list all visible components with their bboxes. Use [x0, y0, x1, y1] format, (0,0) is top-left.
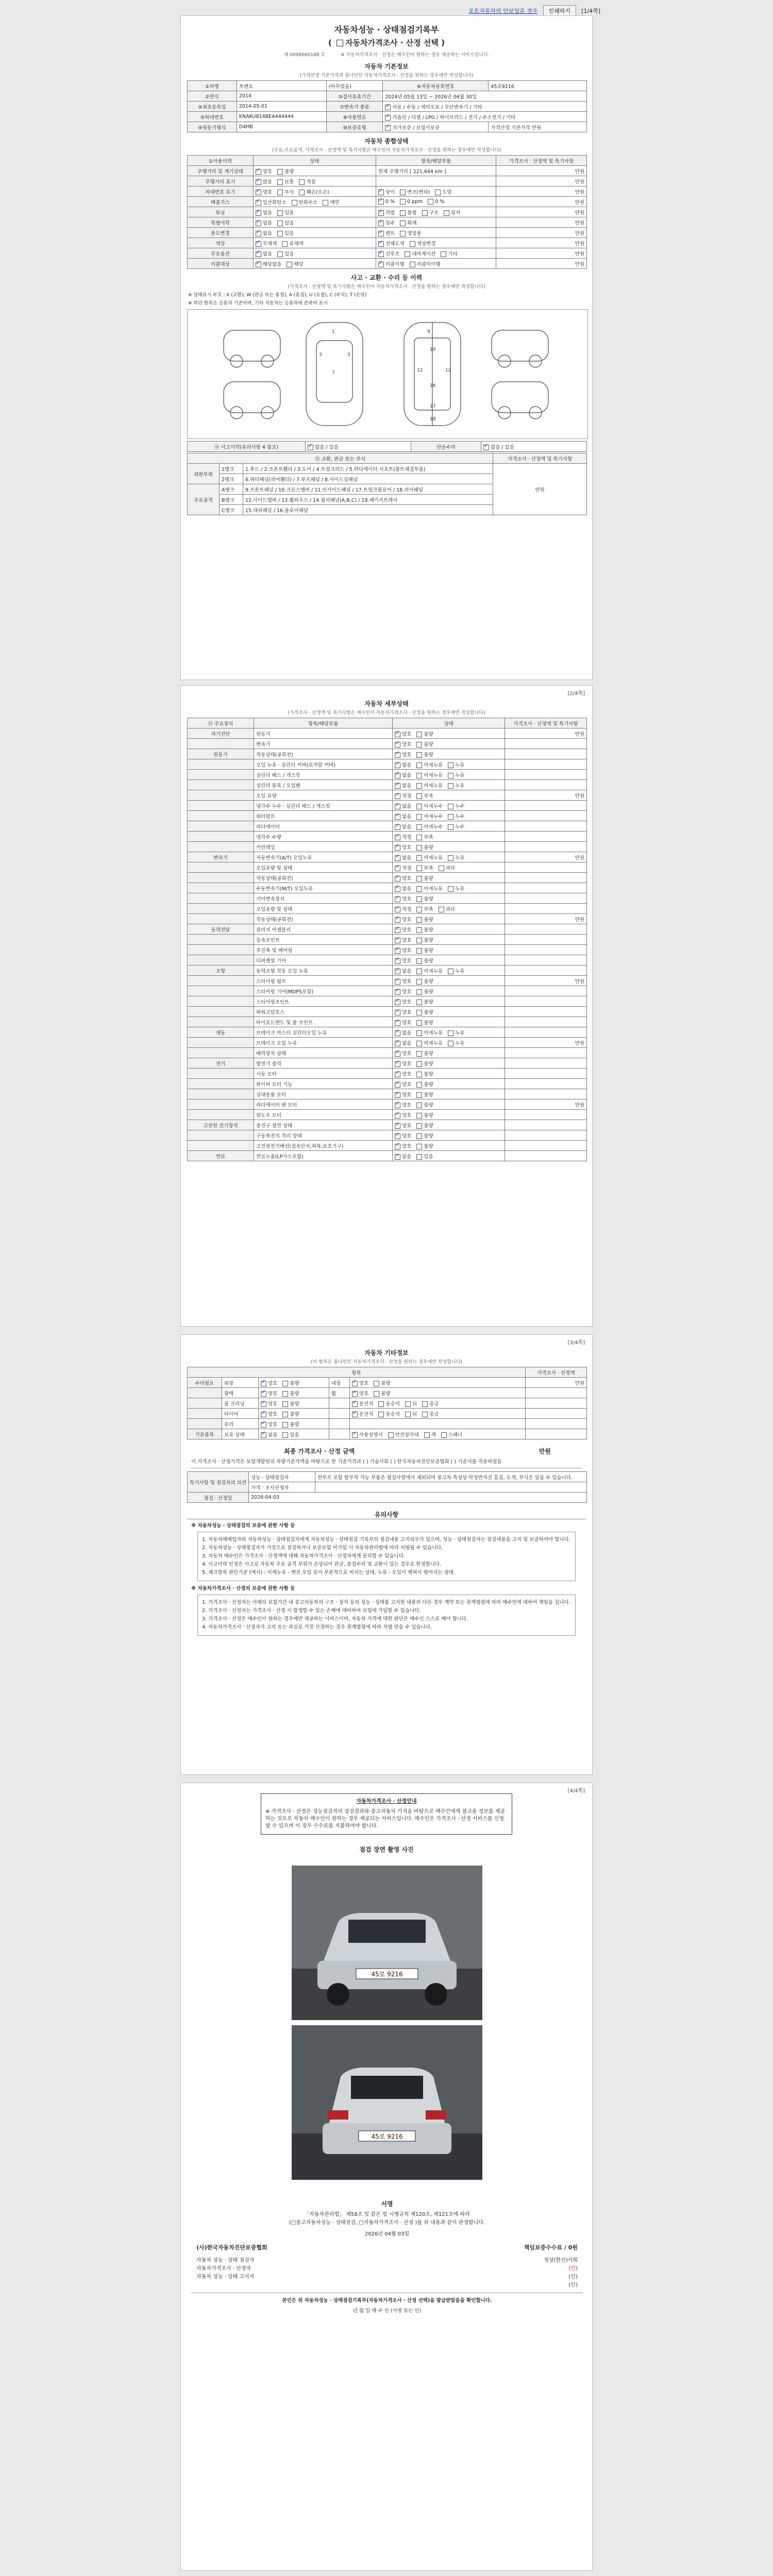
table-row: 동력전달 클러치 어셈블리 ✓ 양호 불량 — [188, 924, 587, 935]
checkbox[interactable] — [256, 241, 261, 247]
checkbox[interactable] — [256, 262, 261, 267]
table-row: 용도변경 ✓ 없음 있음 ✓ 렌트 영업용 만원 — [188, 228, 587, 238]
checkbox[interactable] — [378, 1412, 384, 1417]
other-heading: 자동차 기타정보 — [364, 1349, 409, 1357]
checkbox[interactable] — [256, 200, 261, 206]
checkbox[interactable] — [416, 835, 422, 840]
checkbox[interactable] — [261, 1422, 266, 1428]
table-row: 배력장치 상태 ✓ 양호 불량 — [188, 1048, 587, 1058]
checkbox[interactable] — [395, 969, 400, 974]
table-row: 오일 누유 · 실린더 커버(로커암 커버) ✓ 없음 미세누유 누유 — [188, 759, 587, 770]
plate-text: 45로 9216 — [371, 1971, 403, 1978]
checkbox[interactable] — [439, 907, 444, 912]
document-title: 자동차성능 · 상태점검기록부 — [334, 25, 439, 35]
status-heading: 자동차 종합상태 — [364, 138, 409, 145]
checkbox[interactable] — [416, 1030, 422, 1036]
checkbox[interactable] — [385, 125, 391, 131]
checkbox[interactable] — [416, 927, 422, 933]
table-row: 작동상태(공회전) ✓ 양호 불량 만원 — [188, 914, 587, 924]
checkbox[interactable] — [292, 200, 297, 206]
checkbox[interactable] — [277, 231, 283, 236]
checkbox[interactable] — [410, 241, 415, 247]
svg-text:9: 9 — [427, 329, 430, 334]
checkbox[interactable] — [416, 1061, 422, 1067]
checkbox[interactable] — [282, 241, 288, 247]
table-row: 스티어링조인트 ✓ 양호 불량 — [188, 996, 587, 1007]
checkbox[interactable] — [395, 1082, 400, 1088]
checkbox[interactable] — [416, 1113, 422, 1118]
checkbox[interactable] — [448, 773, 453, 778]
checkbox-icon — [337, 40, 343, 46]
checkbox[interactable] — [416, 948, 422, 954]
checkbox[interactable] — [261, 1381, 266, 1386]
checkbox[interactable] — [395, 938, 400, 943]
checkbox[interactable] — [416, 938, 422, 943]
table-row: 수리필요 외장 ✓ 양호 불량 내장 ✓ 양호 불량 만원 — [188, 1378, 587, 1388]
accident-heading: 사고 · 교환 · 수리 등 이력 — [350, 274, 423, 281]
checkbox[interactable] — [416, 866, 422, 871]
checkbox[interactable] — [395, 1092, 400, 1098]
checkbox[interactable] — [323, 200, 328, 206]
table-row: 실내송풍 모터 ✓ 양호 불량 — [188, 1089, 587, 1099]
checkbox[interactable] — [448, 762, 453, 768]
checkbox[interactable] — [277, 190, 283, 195]
notes-heading: 유의사항 — [187, 1510, 586, 1519]
checkbox[interactable] — [282, 1381, 288, 1386]
checkbox[interactable] — [400, 231, 406, 236]
checkbox[interactable] — [483, 445, 489, 450]
checkbox[interactable] — [416, 876, 422, 882]
svg-text:3: 3 — [347, 352, 350, 358]
table-row: 냉각수 수량 ✓ 적정 부족 — [188, 832, 587, 842]
checkbox[interactable] — [395, 742, 400, 748]
checkbox[interactable] — [395, 1144, 400, 1149]
table-row: 등속조인트 ✓ 양호 불량 — [188, 935, 587, 945]
checkbox[interactable] — [299, 179, 305, 185]
table-row: 배출가스 ✓ 일산화탄소 탄화수소 매연 ✓ 0 % 0 ppm 0 % 만원 — [188, 197, 587, 207]
checkbox[interactable] — [395, 866, 400, 871]
checkbox[interactable] — [395, 989, 400, 995]
checkbox[interactable] — [395, 824, 400, 830]
checkbox[interactable] — [416, 1010, 422, 1015]
checkbox[interactable] — [416, 1144, 422, 1149]
checkbox[interactable] — [400, 199, 406, 205]
checkbox[interactable] — [439, 866, 444, 871]
checkbox[interactable] — [378, 251, 384, 257]
checkbox[interactable] — [378, 210, 384, 216]
table-row: 광택 ✓ 양호 불량 휠 ✓ 양호 불량 — [188, 1388, 587, 1398]
price-unit: 만원 — [539, 1448, 551, 1455]
table-row: 튜닝 ✓ 없음 있음 ✓ 적법 불법 구조 장치 만원 — [188, 207, 587, 217]
table-row: 작동상태(공회전) ✓ 양호 불량 — [188, 873, 587, 883]
checkbox[interactable] — [352, 1401, 358, 1407]
opinion-table: 특기사항 및 점검자의 의견 성능 · 상태점검자 썬루프 포함 탈부착 가능 부품은 점검사양에서 제외되며 중고차 특성상 탁성반자진 흠집, 도색, 부식은 있을 수 있습니다. 가격 · 조사산정자 점검 · 산정일 2026-04-03 — [187, 1471, 587, 1503]
svg-text:12: 12 — [417, 368, 423, 373]
checkbox[interactable] — [395, 855, 400, 861]
basic-info-note: (가격산정 기준가격과 품나인인 자동차가격조사 · 산정을 원하는 경우에만 작성합니다) — [299, 73, 474, 78]
checkbox[interactable] — [416, 783, 422, 789]
checkbox[interactable] — [416, 979, 422, 985]
table-row: 연료 연료누출(LP가스포함) ✓ 없음 있음 — [188, 1151, 587, 1161]
other-table: 항목 가격조사 · 산정액 수리필요 외장 ✓ 양호 불량 내장 ✓ 양호 불량 만원 광택 ✓ 양호 불량 휠 ✓ 양호 불량 룸 크리닝 ✓ 양호 불량 ✓ 운전석 동승석 뒤 응급 타이어 ✓ 양호 불량 ✓ 운전석 동승석 뒤 응급 유리 ✓ 양호 불량 기본품목 보유 상태 ✓ 없음 있음 ✓ 사용설명서 안전삼각대 잭 스패너 — [187, 1367, 587, 1439]
checkbox[interactable] — [416, 1082, 422, 1088]
sign-heading: 서명 — [381, 2200, 393, 2208]
checkbox[interactable] — [256, 179, 261, 185]
checkbox[interactable] — [448, 1030, 453, 1036]
table-row: 실린더 블록 / 오일팬 ✓ 없음 미세누유 누유 — [188, 780, 587, 790]
table-row: 기본품목 보유 상태 ✓ 없음 있음 ✓ 사용설명서 안전삼각대 잭 스패너 — [188, 1429, 587, 1439]
checkbox[interactable] — [277, 179, 283, 185]
table-row: 유리 ✓ 양호 불량 — [188, 1419, 587, 1429]
accident-table: ⑪ 사고이력(유의사항 4 참조) ✓ 없음 / 있음 단순수리 ✓ 없음 / 있음 — [187, 441, 587, 452]
parts-table: ⑫ 교환, 판금 또는 부식 가격조사 · 산정액 및 특기사항 외판부위 1랭크 1.후드 / 2.프론트휀더 / 3.도어 / 4.트렁크리드 / 5.라디에이터 서포트(볼트체결부품) 만원 2랭크 6.쿼터패널(리어휀더) / 7.루프패널 / 8.사이드실패널 주요골격 A랭크 9.프론트패널 / 10.크로스멤버 / 11.인사이드패널 / 17.트렁크플로어 / 18.리어패널 B랭크 12.사이드멤버 / 13.휠하우스 / 14.필러패널(A,B,C) / 19.패키지트레이 C랭크 15.대쉬패널 / 16.플로어패널 — [187, 453, 587, 515]
table-row: 전기 발전기 출력 ✓ 양호 불량 — [188, 1058, 587, 1069]
document-subtitle: ( 자동차가격조사 · 산정 선택 ) — [328, 38, 445, 47]
table-row: 변속기 자동변속기(A/T) 오일누유 ✓ 없음 미세누유 누유 만원 — [188, 852, 587, 862]
checkbox[interactable] — [448, 1041, 453, 1046]
accident-note: (가격조사 · 산정액 및 특기사항은 매수인이 자동차가격조사 · 산정을 원하는 경우에만 작성합니다) — [288, 284, 485, 290]
car-diagram — [187, 309, 588, 439]
table-row: 색상 ✓ 무채색 유채색 ✓ 전체도색 색상변경 만원 — [188, 238, 587, 248]
checkbox[interactable] — [400, 221, 406, 226]
checkbox[interactable] — [395, 1030, 400, 1036]
checkbox[interactable] — [395, 948, 400, 954]
checkbox[interactable] — [416, 1103, 422, 1108]
checkbox[interactable] — [441, 251, 446, 257]
checkbox[interactable] — [416, 742, 422, 748]
checkbox[interactable] — [395, 793, 400, 799]
checkbox[interactable] — [256, 169, 261, 175]
checkbox[interactable] — [448, 855, 453, 861]
checkbox[interactable] — [282, 1432, 288, 1438]
checkbox[interactable] — [416, 886, 422, 892]
checkbox[interactable] — [395, 773, 400, 778]
table-row: 냉각수 누수 · 실린더 헤드 / 개스킷 ✓ 없음 미세누수 누수 — [188, 801, 587, 811]
table-row: 추진축 및 베어링 ✓ 양호 불량 — [188, 945, 587, 955]
checkbox[interactable] — [395, 1113, 400, 1118]
detail-note: (가격조사 · 산정액 및 특기사항은 매수인이 자동차가격조사 · 산정을 원하는 경우에만 작성합니다) — [288, 710, 485, 716]
checkbox[interactable] — [395, 896, 400, 902]
checkbox[interactable] — [395, 927, 400, 933]
checkbox[interactable] — [416, 762, 422, 768]
checkbox[interactable] — [416, 1072, 422, 1077]
checkbox[interactable] — [282, 1401, 288, 1407]
checkbox[interactable] — [416, 1020, 422, 1026]
checkbox[interactable] — [416, 1123, 422, 1129]
table-row: 고전원 전기장치 충전구 절연 상태 ✓ 양호 불량 — [188, 1120, 587, 1130]
notes-block: ※ 자동차성능 · 상태점검의 보증에 관한 사항 등 1. 자동차매매업자와 자동차성능 · 상태점검자에게 자동차성능 · 상태점검 기록부의 점검내용 고지의무가 있으며, 성능 · 상태점검자는 점검내용을 고지 및 보증하여야 합니다. 2. 자동차성능 · 상태점검자가 거짓으로 점검하거나 보증보험 미가입 시 자동차관리법에 따라 처벌될 수 있습니다. 3. 자동차 매수인은 가격조사 · 산정액에 대해 자동차가격조사 · 산정자에게 문의할 수 있습니다. 4. 사고이력 인정은 사고로 자동차 주요 골격 부위가 손상되어 판금, 용접수리 및 교환이 있는 경우로 한정합니다. 5. 체크항목 판단기준 (예시) : 미세누유 - 엔진 오일 등이 부분적으로 비치는 상태, 누유 - 오일이 맺혀서 떨어지는 상태. ※ 자동차가격조사 · 산정의 보증에 관한 사항 등 1. 가격조사 · 산정자는 아래의 보험기간 내 중고자동차의 구조 · 장치 등의 성능 · 상태를 고지한 내용과 다른 경우 계약 또는 관계법령에 따라 매수인에 대하여 책임을 집니다. 2. 가격조사 · 산정자는 가격조사 · 산정 시 발생할 수 있는 손해에 대비하여 보험에 가입할 수 있습니다. 3. 가격조사 · 산정은 매수인이 원하는 경우에만 제공하는 서비스이며, 자동차 가격에 대한 판단은 매수인 스스로 해야 합니다. 4. 자동차가격조사 · 산정자가 고의 또는 과실로 거짓 산정하는 경우 관계법령에 따라 처벌 받을 수 있습니다. — [191, 1522, 582, 1636]
status-table: ①사용이력 상태 항목/해당부품 가격조사 · 산정액 및 특기사항 주행거리 및 계기상태 ✓ 양호 불량 현재 주행거리 [ 221,644 km ] 만원 주행거리 표시 ✓ 많음 보통 적음 만원 차대번호 표기 ✓ 양호 부식 훼손(오손) ✓ 상이 변조(변타) 도말 만원 배출가스 ✓ 일산화탄소 탄화수소 매연 ✓ 0 % 0 ppm 0 % 만원 튜닝 ✓ 없음 있음 ✓ 적법 불법 구조 장치 만원 특별이력 ✓ 없음 있음 ✓ 침수 화재 만원 용도변경 ✓ 없음 있음 ✓ 렌트 영업용 만원 색상 ✓ 무채색 유채색 ✓ 전체도색 색상변경 만원 주요옵션 ✓ 없음 있음 ✓ 선루프 네비게이션 기타 만원 리콜대상 ✓ 해당없음 해당 ✓ 리콜이행 리콜미이행 만원 — [187, 155, 587, 269]
checkbox[interactable] — [448, 783, 453, 789]
table-row: 오일 유량 ✓ 적정 부족 만원 — [188, 790, 587, 801]
price-summary-heading: 최종 가격조사 · 산정 금액 — [284, 1448, 355, 1455]
help-link[interactable]: 포토자동차의 안보입을 경우 — [468, 8, 538, 14]
checkbox[interactable] — [416, 1041, 422, 1046]
checkbox[interactable] — [395, 876, 400, 882]
checkbox[interactable] — [448, 969, 453, 974]
table-row: 스티어링 기어(MDPS포함) ✓ 양호 불량 — [188, 986, 587, 996]
checkbox[interactable] — [416, 855, 422, 861]
accident-legend-2: ※ 하단 항목은 승용차 기준이며, 기타 자동차는 승용차에 준하여 표시 — [188, 301, 328, 306]
checkbox[interactable] — [395, 1133, 400, 1139]
checkbox[interactable] — [256, 210, 261, 216]
page-number: [4/4쪽] — [567, 1788, 585, 1794]
checkbox[interactable] — [287, 262, 292, 267]
org-name: (사)한국자동차진단보증협회 — [196, 2244, 267, 2251]
inspection-photo-front — [292, 1866, 482, 2020]
checkbox[interactable] — [444, 210, 449, 216]
table-row: 실린더 헤드 / 개스킷 ✓ 없음 미세누유 누유 — [188, 770, 587, 780]
checkbox[interactable] — [256, 190, 261, 195]
checkbox[interactable] — [378, 221, 384, 226]
svg-text:18: 18 — [430, 417, 436, 422]
page-number: [3/4쪽] — [567, 1340, 585, 1346]
checkbox[interactable] — [416, 752, 422, 758]
checkbox[interactable] — [395, 979, 400, 985]
checkbox[interactable] — [395, 804, 400, 809]
table-row: 자기진단 원동기 ✓ 양호 불량 만원 — [188, 728, 587, 739]
checkbox[interactable] — [405, 1401, 411, 1407]
checkbox[interactable] — [395, 1072, 400, 1077]
checkbox[interactable] — [424, 1432, 430, 1438]
checkbox[interactable] — [385, 105, 391, 110]
checkbox[interactable] — [395, 1103, 400, 1108]
checkbox[interactable] — [395, 1010, 400, 1015]
table-row: 오일유량 및 상태 ✓ 적정 부족 과다 — [188, 904, 587, 914]
checkbox[interactable] — [416, 1154, 422, 1160]
table-row: 차대번호 표기 ✓ 양호 부식 훼손(오손) ✓ 상이 변조(변타) 도말 만원 — [188, 187, 587, 197]
table-row: 브레이크 오일 누유 ✓ 없음 미세누유 누유 만원 — [188, 1038, 587, 1048]
page-2 — [180, 685, 593, 1327]
checkbox[interactable] — [261, 1391, 266, 1397]
table-row: 시동 모터 ✓ 양호 불량 — [188, 1069, 587, 1079]
inspection-photo-rear — [292, 2025, 482, 2180]
checkbox[interactable] — [388, 1432, 394, 1438]
checkbox[interactable] — [416, 814, 422, 820]
table-row: 라디에이터 팬 모터 ✓ 양호 불량 만원 — [188, 1099, 587, 1110]
checkbox[interactable] — [277, 251, 283, 257]
print-button[interactable]: 인쇄하기 — [543, 5, 577, 16]
checkbox[interactable] — [416, 1133, 422, 1139]
checkbox[interactable] — [282, 1412, 288, 1417]
page-indicator: [1/4쪽] — [581, 8, 600, 14]
table-row: 수동변속기(M/T) 오일누유 ✓ 없음 미세누유 누유 — [188, 883, 587, 893]
checkbox[interactable] — [282, 1422, 288, 1428]
price-summary-line: 이 가격조사 · 산정가격은 보험개발원의 차량기준가액을 바탕으로 한 기준가격과 ( ) 기술사회 ( ) 한국자동차진단보증협회 ( ) 기준서를 적용하였음 — [191, 1459, 582, 1468]
checkbox[interactable] — [395, 1123, 400, 1129]
table-row: 스티어링 펌프 ✓ 양호 불량 만원 — [188, 976, 587, 986]
svg-text:7: 7 — [332, 370, 335, 376]
seal-icon: (인) — [568, 2266, 578, 2272]
checkbox[interactable] — [441, 1432, 447, 1438]
checkbox[interactable] — [256, 231, 261, 236]
checkbox[interactable] — [277, 169, 283, 175]
checkbox[interactable] — [416, 804, 422, 809]
table-row: 룸 크리닝 ✓ 양호 불량 ✓ 운전석 동승석 뒤 응급 — [188, 1398, 587, 1409]
detail-table: ⑬ 주요장치 항목/해당부품 상태 가격조사 · 산정액 및 특기사항 자기진단 원동기 ✓ 양호 불량 만원 변속기 ✓ 양호 불량 원동기 작동상태(공회전) ✓ 양호 불량 오일 누유 · 실린더 커버(로커암 커버) ✓ 없음 미세누유 누유 실린더 헤드 / 개스킷 ✓ 없음 미세누유 누유 실린더 블록 / 오일팬 ✓ 없음 미세누유 누유 오일 유량 ✓ 적정 부족 만원 냉각수 누수 · 실린더 헤드 / 개스킷 ✓ 없음 미세누수 누수 워터펌프 ✓ 없음 미세누수 누수 라디에이터 ✓ 없음 미세누수 누수 냉각수 수량 ✓ 적정 부족 커먼레일 ✓ 양호 불량 변속기 자동변속기(A/T) 오일누유 ✓ 없음 미세누유 누유 만원 오일유량 및 상태 ✓ 적정 부족 과다 작동상태(공회전) ✓ 양호 불량 수동변속기(M/T) 오일누유 ✓ 없음 미세누유 누유 기어변속장치 ✓ 양호 불량 오일유량 및 상태 ✓ 적정 부족 과다 작동상태(공회전) ✓ 양호 불량 만원 동력전달 클러치 어셈블리 ✓ 양호 불량 등속조인트 ✓ 양호 불량 추진축 및 베어링 ✓ 양호 불량 디퍼렌셜 기어 ✓ 양호 불량 조향 동력조향 작동 오일 누유 ✓ 없음 미세누유 누유 스티어링 펌프 ✓ 양호 불량 만원 스티어링 기어(MDPS포함) ✓ 양호 불량 스티어링조인트 ✓ 양호 불량 파워고압호스 ✓ 양호 불량 타이로드엔드 및 볼 조인트 ✓ 양호 불량 제동 브레이크 마스터 실린더오일 누유 ✓ 없음 미세누유 누유 브레이크 오일 누유 ✓ 없음 미세누유 누유 만원 배력장치 상태 ✓ 양호 불량 전기 발전기 출력 ✓ 양호 불량 시동 모터 ✓ 양호 불량 와이퍼 모터 기능 ✓ 양호 불량 실내송풍 모터 ✓ 양호 불량 라디에이터 팬 모터 ✓ 양호 불량 만원 윈도우 모터 ✓ 양호 불량 고전원 전기장치 충전구 절연 상태 ✓ 양호 불량 구동축전지 격리 상태 ✓ 양호 불량 고전원전기배선(접속단자,피복,보호기구) ✓ 양호 불량 연료 연료누출(LP가스포함) ✓ 없음 있음 — [187, 718, 587, 1161]
checkbox[interactable] — [416, 1051, 422, 1057]
page-4 — [180, 1783, 593, 2571]
basic-info-table: ①차명 쏘렌토 (바꾸었을) ⑥자동차등록번호 45로9216 ②연식 2014 ③검사유효기간 2024년 05월 13일 ~ 2026년 04월 30일 ④최초등록일 2014-05-01 ⑦변속기 종류 ✓ 자동 / 수동 / 세미오토 / 무단변속기 / 기타 ⑤차대번호 KNAKU814BEA444444 ⑧사용연료 ✓ 가솔린 / 디젤 / LPG / 하이브리드 / 전기 / 수소전기 / 기타 ⑨원동기형식 D4HB ⑩보증유형 ✓ 자가보증 / 보험사보증 가격산정 기준가격 만원 — [187, 80, 587, 132]
checkbox[interactable] — [448, 886, 453, 892]
doc-number: 제 0098660188 호 — [283, 53, 326, 58]
checkbox[interactable] — [352, 1381, 358, 1386]
checkbox[interactable] — [435, 190, 441, 195]
checkbox[interactable] — [378, 262, 384, 267]
checkbox[interactable] — [385, 115, 391, 121]
checkbox[interactable] — [422, 1401, 428, 1407]
page-3 — [180, 1334, 593, 1775]
car-photo-rear-icon — [292, 2025, 482, 2180]
table-row: 특별이력 ✓ 없음 있음 ✓ 침수 화재 만원 — [188, 217, 587, 228]
top-links — [320, 5, 600, 16]
table-row: 윈도우 모터 ✓ 양호 불량 — [188, 1110, 587, 1120]
checkbox[interactable] — [416, 969, 422, 974]
table-row: 주행거리 표시 ✓ 많음 보통 적음 만원 — [188, 176, 587, 187]
doc-note: ※ 자동차가격조사 · 산정은 매수인이 원하는 경우 제공하는 서비스입니다. — [341, 53, 490, 58]
table-row: 리콜대상 ✓ 해당없음 해당 ✓ 리콜이행 리콜미이행 만원 — [188, 259, 587, 269]
checkbox[interactable] — [416, 845, 422, 851]
checkbox[interactable] — [422, 1412, 428, 1417]
other-note: (이 항목은 품나인인 자동차가격조사 · 산정을 원하는 경우에만 작성합니다) — [311, 1360, 462, 1365]
checkbox[interactable] — [395, 886, 400, 892]
checkbox[interactable] — [416, 732, 422, 737]
page-number: [2/4쪽] — [567, 691, 585, 697]
checkbox[interactable] — [352, 1412, 358, 1417]
status-note: (주요,주요골격, 가격조사 · 산정액 및 특기사항은 매수인이 자동차가격조사 · 산정을 원하는 경우에만 작성합니다) — [272, 148, 501, 153]
price-notice-box: 자동차가격조사 · 산정안내 ※ 가격조사 · 산정은 성능점검자의 점검결과와 중고자동차 가격을 바탕으로 매수인에게 참고용 정보를 제공하는 것으로 자동차 매수인이 원하는 경우 제공되는 서비스입니다. 매수인은 가격조사 · 산정 서비스를 신청할 수 있으며 이 경우 수수료를 지불하여야 합니다. — [261, 1793, 512, 1835]
svg-text:16: 16 — [430, 383, 436, 388]
checkbox[interactable] — [395, 999, 400, 1005]
checkbox[interactable] — [308, 445, 313, 450]
checkbox[interactable] — [410, 262, 415, 267]
checkbox[interactable] — [378, 199, 384, 205]
checkbox[interactable] — [448, 824, 453, 830]
checkbox[interactable] — [282, 1391, 288, 1397]
checkbox[interactable] — [395, 814, 400, 820]
checkbox[interactable] — [395, 958, 400, 964]
svg-text:3: 3 — [319, 352, 322, 358]
checkbox[interactable] — [256, 251, 261, 257]
car-photo-front-icon — [292, 1866, 482, 2020]
table-row: 타이어 ✓ 양호 불량 ✓ 운전석 동승석 뒤 응급 — [188, 1409, 587, 1419]
checkbox[interactable] — [448, 804, 453, 809]
checkbox[interactable] — [277, 210, 283, 216]
detail-heading: 자동차 세부상태 — [364, 700, 409, 707]
plate-text: 45로 9216 — [371, 2133, 403, 2140]
table-row: 타이로드엔드 및 볼 조인트 ✓ 양호 불량 — [188, 1017, 587, 1027]
checkbox[interactable] — [395, 1020, 400, 1026]
table-row: 오일유량 및 상태 ✓ 적정 부족 과다 — [188, 862, 587, 873]
accident-legend: ※ 상태표시 부호 : X (교환), W (판금 또는 용접), A (흠집), U (요철), C (부식), T (손상) — [188, 293, 367, 298]
checkbox[interactable] — [395, 783, 400, 789]
car-outline-icon — [188, 310, 587, 438]
svg-text:12: 12 — [445, 368, 451, 373]
checkbox[interactable] — [416, 824, 422, 830]
table-row: 조향 동력조향 작동 오일 누유 ✓ 없음 미세누유 누유 — [188, 965, 587, 976]
checkbox[interactable] — [395, 1041, 400, 1046]
checkbox[interactable] — [422, 210, 428, 216]
svg-text:1: 1 — [332, 329, 335, 334]
checkbox[interactable] — [378, 231, 384, 236]
checkbox[interactable] — [261, 1401, 266, 1407]
checkbox[interactable] — [395, 762, 400, 768]
checkbox[interactable] — [374, 1381, 379, 1386]
checkbox[interactable] — [395, 752, 400, 758]
page-1 — [180, 15, 593, 680]
table-row: 라디에이터 ✓ 없음 미세누수 누수 — [188, 821, 587, 832]
checkbox[interactable] — [416, 989, 422, 995]
checkbox[interactable] — [395, 917, 400, 923]
checkbox[interactable] — [395, 1051, 400, 1057]
checkbox[interactable] — [374, 1391, 379, 1397]
checkbox[interactable] — [416, 793, 422, 799]
svg-text:17: 17 — [430, 404, 436, 409]
checkbox[interactable] — [277, 221, 283, 226]
checkbox[interactable] — [416, 1092, 422, 1098]
checkbox[interactable] — [405, 1412, 411, 1417]
checkbox[interactable] — [352, 1391, 358, 1397]
checkbox[interactable] — [448, 814, 453, 820]
checkbox[interactable] — [261, 1432, 266, 1438]
table-row: 제동 브레이크 마스터 실린더오일 누유 ✓ 없음 미세누유 누유 — [188, 1027, 587, 1038]
table-row: 주행거리 및 계기상태 ✓ 양호 불량 현재 주행거리 [ 221,644 km ] 만원 — [188, 166, 587, 176]
svg-text:10: 10 — [430, 347, 436, 352]
basic-info-heading: 자동차 기본정보 — [364, 63, 409, 70]
checkbox[interactable] — [428, 199, 433, 205]
checkbox[interactable] — [400, 210, 406, 216]
checkbox[interactable] — [416, 999, 422, 1005]
checkbox[interactable] — [395, 1061, 400, 1067]
checkbox[interactable] — [395, 845, 400, 851]
checkbox[interactable] — [378, 241, 384, 247]
table-row: 변속기 ✓ 양호 불량 — [188, 739, 587, 749]
guarantee-fee: 책임보증수수료 / 0원 — [524, 2244, 578, 2251]
photos-heading: 점검 장면 촬영 사진 — [359, 1846, 414, 1853]
checkbox[interactable] — [395, 732, 400, 737]
table-row: 와이퍼 모터 기능 ✓ 양호 불량 — [188, 1079, 587, 1089]
table-row: 워터펌프 ✓ 없음 미세누수 누수 — [188, 811, 587, 821]
table-row: 원동기 작동상태(공회전) ✓ 양호 불량 — [188, 749, 587, 759]
checkbox[interactable] — [400, 190, 406, 195]
checkbox[interactable] — [416, 773, 422, 778]
checkbox[interactable] — [416, 907, 422, 912]
table-row: 파워고압호스 ✓ 양호 불량 — [188, 1007, 587, 1017]
table-row: 주요옵션 ✓ 없음 있음 ✓ 선루프 네비게이션 기타 만원 — [188, 248, 587, 259]
checkbox[interactable] — [299, 190, 305, 195]
table-row: 기어변속장치 ✓ 양호 불량 — [188, 893, 587, 904]
checkbox[interactable] — [378, 190, 384, 195]
checkbox[interactable] — [416, 896, 422, 902]
checkbox[interactable] — [405, 251, 410, 257]
table-row: 커먼레일 ✓ 양호 불량 — [188, 842, 587, 852]
table-row: 고전원전기배선(접속단자,피복,보호기구) ✓ 양호 불량 — [188, 1141, 587, 1151]
checkbox[interactable] — [395, 1154, 400, 1160]
checkbox[interactable] — [378, 1401, 384, 1407]
checkbox[interactable] — [395, 835, 400, 840]
checkbox[interactable] — [416, 917, 422, 923]
checkbox[interactable] — [416, 958, 422, 964]
checkbox[interactable] — [352, 1432, 358, 1438]
checkbox[interactable] — [256, 221, 261, 226]
table-row: 디퍼렌셜 기어 ✓ 양호 불량 — [188, 955, 587, 965]
sign-section: 서명 「자동차관리법」 제58조 및 같은 법 시행규칙 제120조, 제121조에 따라 (□중고자동차성능 · 상태점검, □자동차가격조사 · 산정 )를 위 내용과 같이 판정합니다. 2026년 04월 03일 (사)한국자동차진단보증협회 책임보증수수료 / 0원 자동차 성능 · 상태 점검자 자동차가격조사 · 산정자 자동차 성능 · 상태 고지자 정상(한신)서희 (인) (인) (인) 본인은 위 자동차성능 · 상태점검기록부(자동차가격조사 · 산정 선택)을 발급받았음을 확인합니다. 년 월 일 매 수 인 (서명 또는 인) — [181, 2195, 593, 2318]
checkbox[interactable] — [395, 907, 400, 912]
checkbox[interactable] — [261, 1412, 266, 1417]
table-row: 구동축전지 격리 상태 ✓ 양호 불량 — [188, 1130, 587, 1141]
